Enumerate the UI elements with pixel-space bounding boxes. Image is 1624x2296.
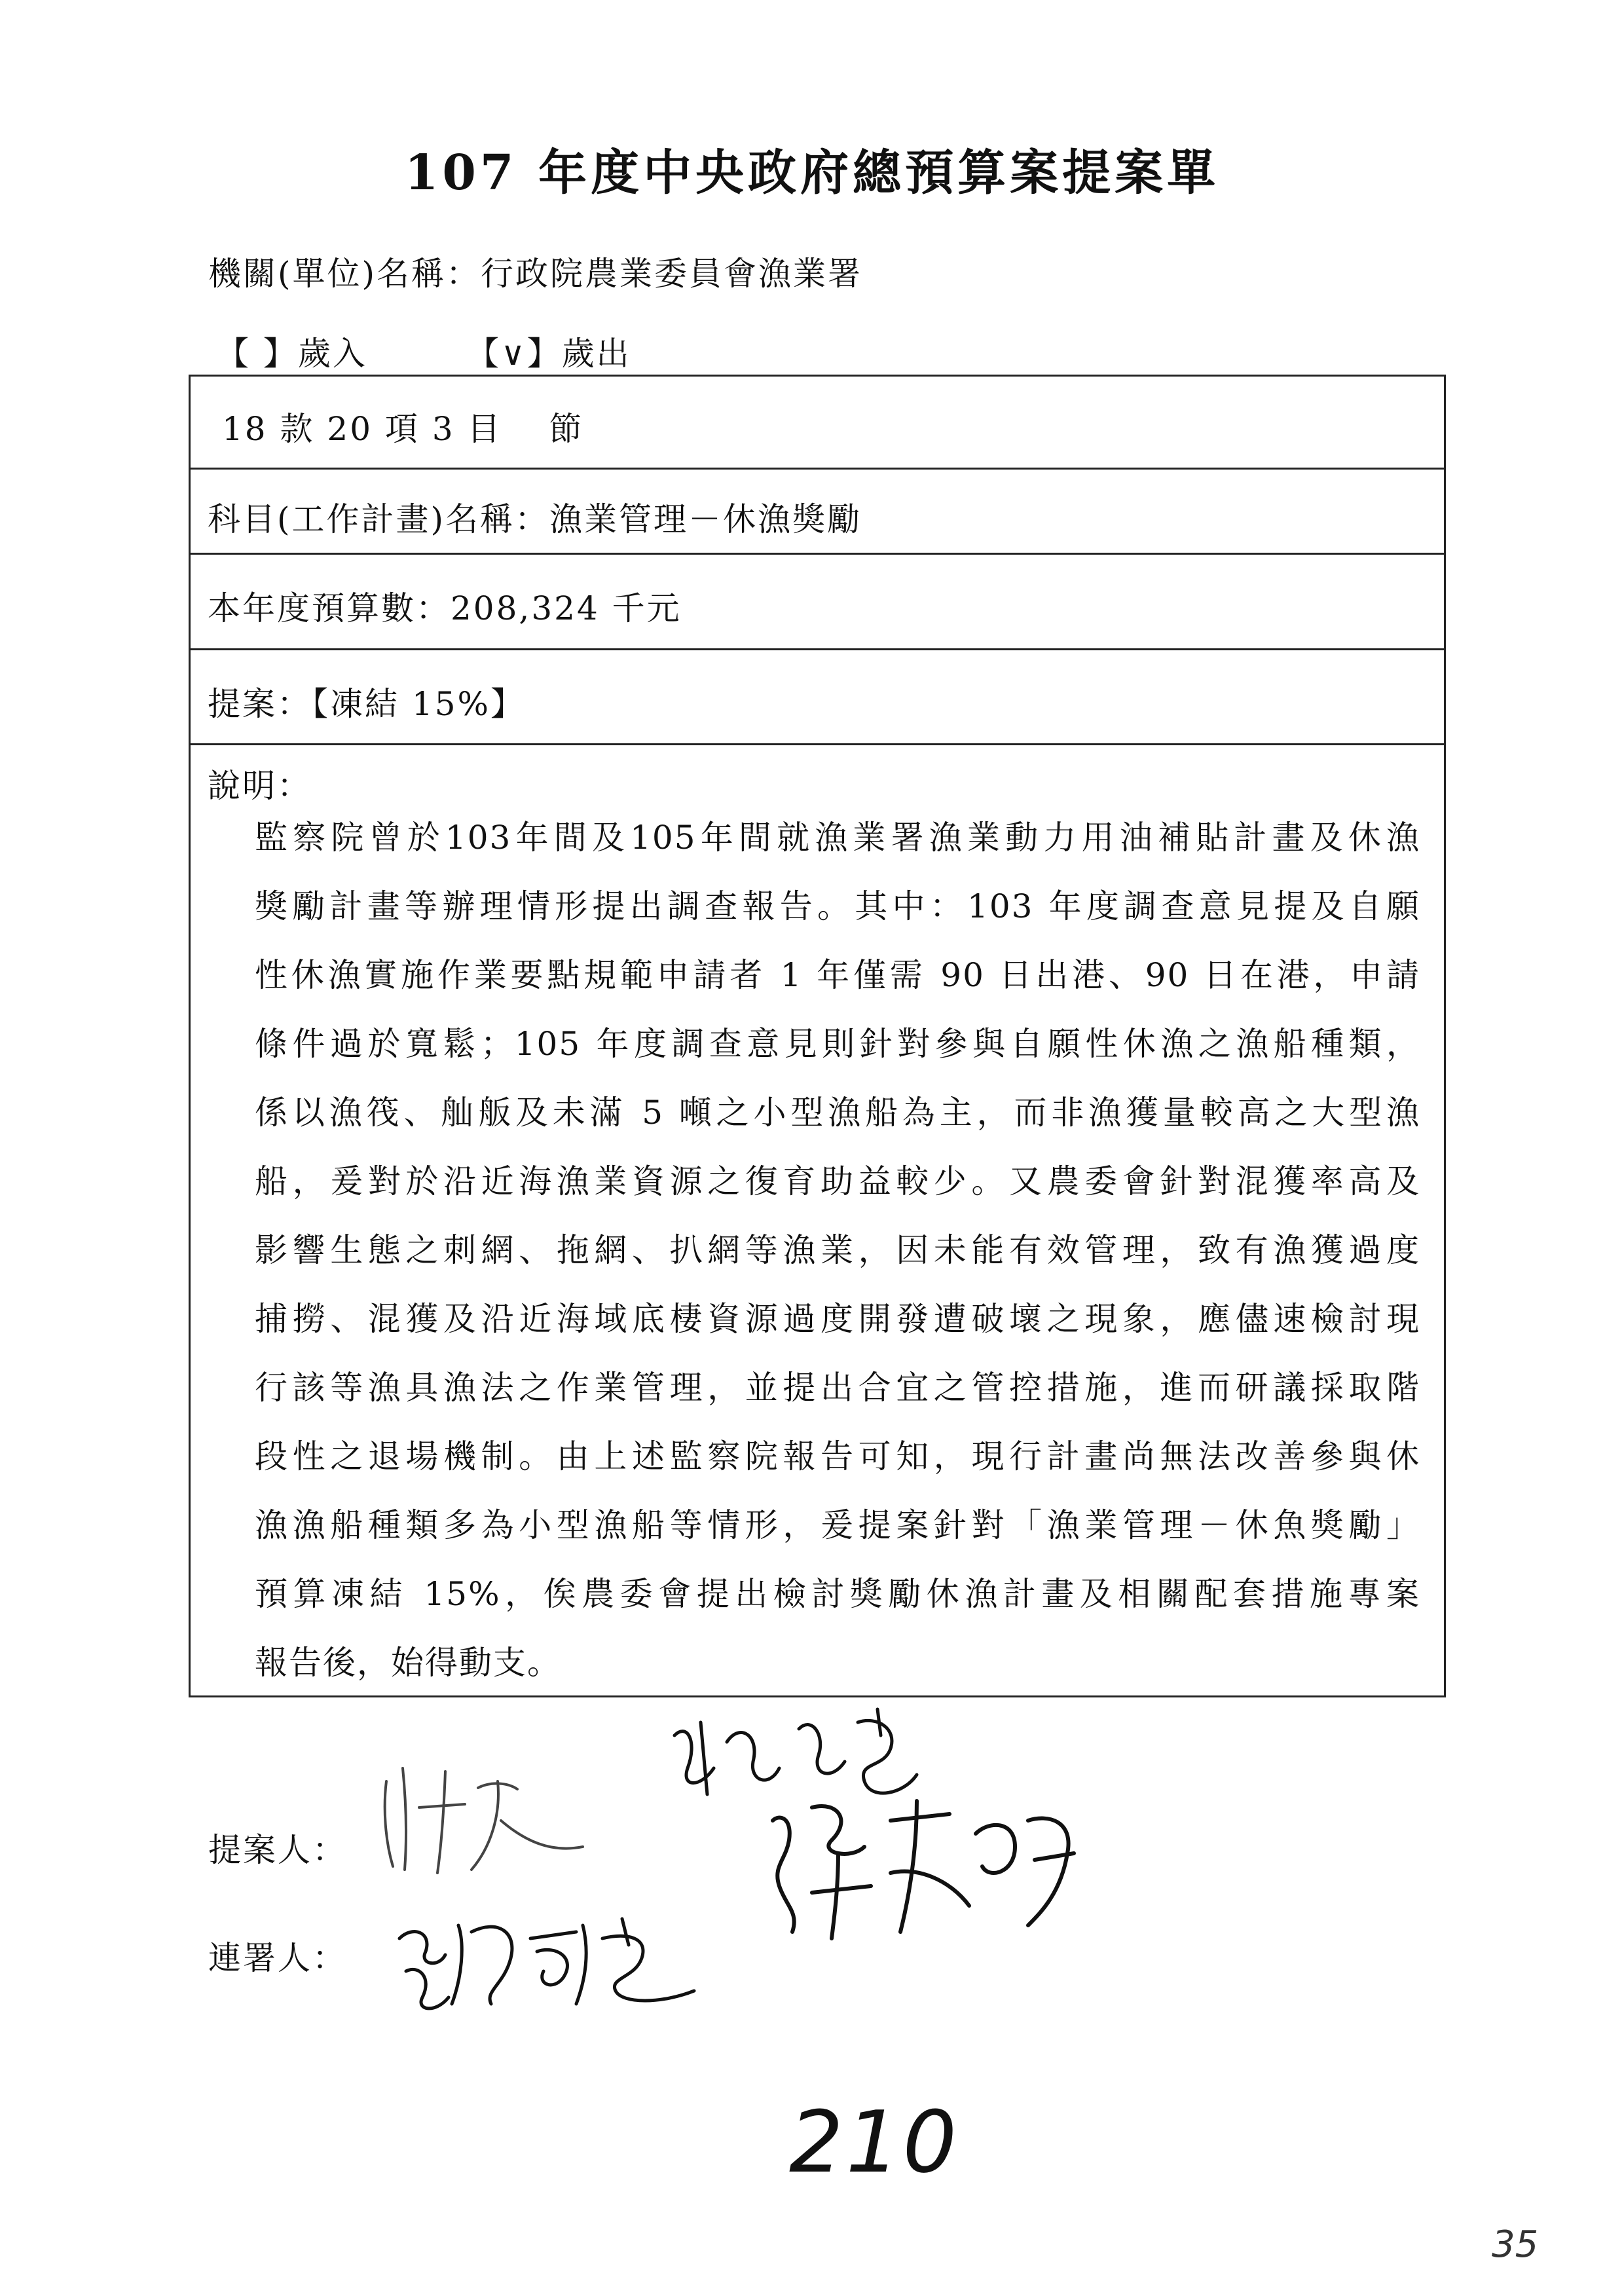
explanation-row: [191, 745, 1444, 1697]
budget-amount-row: [191, 555, 1444, 650]
explanation-label: 說明：: [208, 767, 312, 805]
budget-line: [208, 582, 682, 629]
explanation-line: 預算凍結 15%，俟農委會提出檢討獎勵休漁計畫及相關配套措施專案: [255, 1575, 1420, 1613]
proposal-form-table: [189, 375, 1446, 1697]
budget-value: 208,324 千元: [451, 589, 682, 627]
agency-value: 行政院農業委員會漁業署: [481, 255, 863, 293]
explanation-line: 漁漁船種類多為小型漁船等情形，爰提案針對「漁業管理－休魚獎勵」: [255, 1506, 1420, 1544]
agency-line: [208, 248, 862, 295]
proposal-line: [208, 678, 525, 725]
explanation-line: 報告後，始得動支。: [255, 1644, 561, 1682]
cosigner-label: 連署人：: [208, 1939, 347, 1977]
explanation-line: 捕撈、混獲及沿近海域底棲資源過度開發遭破壞之現象，應儘速檢討現: [255, 1300, 1420, 1338]
proposal-row: [191, 650, 1444, 745]
expense-option: 【∨】歲出: [466, 335, 631, 373]
page-title: 107 年度中央政府總預算案提案單: [404, 145, 1220, 201]
budget-code-row: [191, 377, 1444, 470]
explanation-line: 獎勵計畫等辦理情形提出調查報告。其中：103 年度調查意見提及自願: [255, 887, 1420, 925]
proposal-label: 提案：: [208, 685, 312, 723]
revenue-option: 【 】歲入: [216, 335, 367, 373]
explanation-line: 行該等漁具漁法之作業管理，並提出合宜之管控措施，進而研議採取階: [255, 1369, 1420, 1407]
budget-label: 本年度預算數：: [208, 589, 451, 627]
agency-label: 機關(單位)名稱：: [208, 255, 481, 293]
subject-label: 科目(工作計畫)名稱：: [208, 500, 550, 538]
budget-code: 18 款 20 項 3 目 節: [222, 410, 584, 448]
subject-value: 漁業管理－休漁獎勵: [549, 500, 862, 538]
subject-line: [208, 493, 862, 540]
subject-row: [191, 470, 1444, 555]
explanation-line: 段性之退場機制。由上述監察院報告可知，現行計畫尚無法改善參與休: [255, 1437, 1420, 1475]
proposer-signature-1: [367, 1742, 602, 1879]
explanation-line: 影響生態之刺網、拖網、扒網等漁業，因未能有效管理，致有漁獲過度: [255, 1231, 1420, 1269]
explanation-line: 監察院曾於103年間及105年間就漁業署漁業動力用油補貼計畫及休漁: [255, 819, 1420, 857]
cosigner-signature-1: [386, 1893, 714, 2024]
corner-page-number: 35: [1492, 2223, 1539, 2266]
explanation-line: 船，爰對於沿近海漁業資源之復育助益較少。又農委會針對混獲率高及: [255, 1162, 1420, 1200]
proposer-label: 提案人：: [208, 1831, 347, 1869]
proposal-value: 【凍結 15%】: [312, 685, 526, 723]
handwritten-page-number: 210: [789, 2092, 960, 2192]
explanation-line: 性休漁實施作業要點規範申請者 1 年僅需 90 日出港、90 日在港，申請: [255, 956, 1420, 994]
cosigner-signature-2: [753, 1781, 1094, 1952]
explanation-line: 條件過於寬鬆；105 年度調查意見則針對參與自願性休漁之漁船種類，: [255, 1025, 1420, 1063]
explanation-line: 係以漁筏、舢舨及未滿 5 噸之小型漁船為主，而非漁獲量較高之大型漁: [255, 1094, 1420, 1132]
